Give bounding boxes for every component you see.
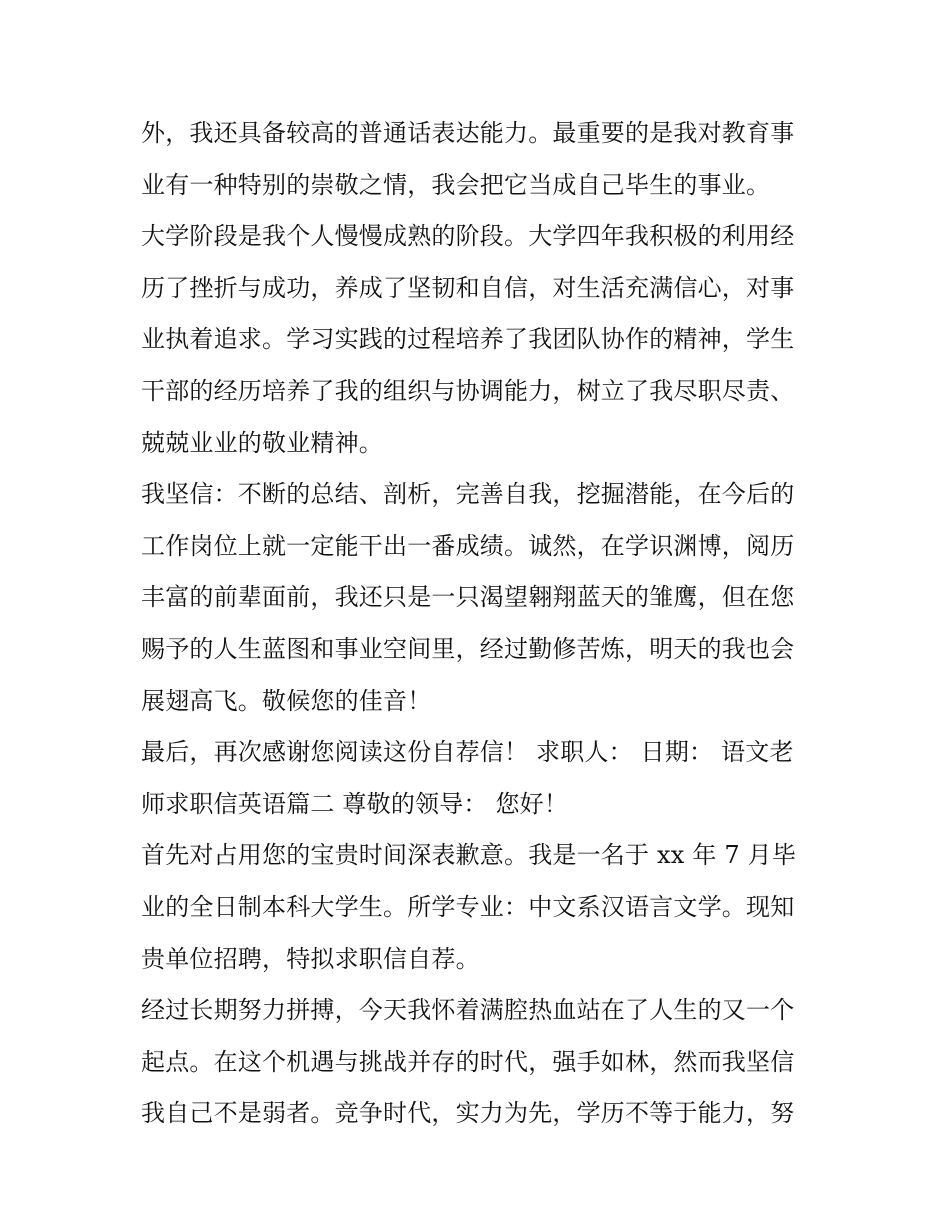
text-line: 干部的经历培养了我的组织与协调能力，树立了我尽职尽责、 <box>141 376 795 405</box>
document-body <box>141 108 813 1140</box>
text-line: 业的全日制本科大学生。所学专业：中文系汉语言文学。现知 <box>141 892 795 921</box>
text-line: 历了挫折与成功，养成了坚韧和自信，对生活充满信心，对事 <box>141 273 795 302</box>
text-line: 业执着追求。学习实践的过程培养了我团队协作的精神，学生 <box>141 325 795 354</box>
text-line: 外，我还具备较高的普通话表达能力。最重要的是我对教育事 <box>141 119 795 147</box>
text-line: 贵单位招聘，特拟求职信自荐。 <box>141 944 480 973</box>
text-line: 我坚信：不断的总结、剖析，完善自我，挖掘潜能，在今后的 <box>141 480 795 509</box>
text-line: 经过长期努力拼搏，今天我怀着满腔热血站在了人生的又一个 <box>141 996 795 1025</box>
text-line: 首先对占用您的宝贵时间深表歉意。我是一名于 xx 年 7 月毕 <box>141 841 797 870</box>
text-line: 最后，再次感谢您阅读这份自荐信！ 求职人： 日期： 语文老 <box>141 738 794 767</box>
text-line: 展翅高飞。敬候您的佳音！ <box>141 686 432 715</box>
text-line: 兢兢业业的敬业精神。 <box>141 428 383 457</box>
text-line: 我自己不是弱者。竞争时代，实力为先，学历不等于能力，努 <box>141 1099 795 1128</box>
text-line: 师求职信英语篇二 尊敬的领导： 您好！ <box>141 789 569 818</box>
text-line: 起点。在这个机遇与挑战并存的时代，强手如林，然而我坚信 <box>141 1047 795 1076</box>
text-line: 丰富的前辈面前，我还只是一只渴望翱翔蓝天的雏鹰，但在您 <box>141 583 795 612</box>
text-line: 赐予的人生蓝图和事业空间里，经过勤修苦炼，明天的我也会 <box>141 634 795 663</box>
text-line: 大学阶段是我个人慢慢成熟的阶段。大学四年我积极的利用经 <box>141 222 795 251</box>
text-line: 业有一种特别的崇敬之情，我会把它当成自己毕生的事业。 <box>141 170 771 199</box>
text-line: 工作岗位上就一定能干出一番成绩。诚然，在学识渊博，阅历 <box>141 531 795 560</box>
